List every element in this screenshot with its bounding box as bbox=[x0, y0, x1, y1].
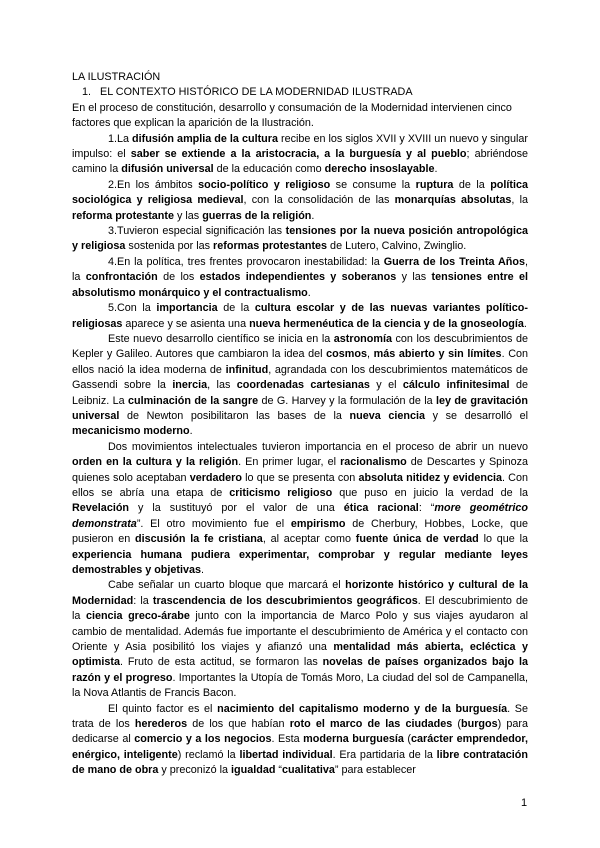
document-page bbox=[72, 70, 528, 779]
bold-text: política sociológica y religiosa medieval bbox=[72, 178, 528, 207]
text-run: de Lutero, Calvino, Zwinglio. bbox=[327, 240, 467, 253]
text-run: . bbox=[189, 425, 193, 438]
text-run: . Fruto de esta actitud, se formaron las bbox=[120, 656, 323, 669]
text-run: de la educación como bbox=[213, 163, 325, 176]
text-run: con los descubrimientos de Kepler y Galileo. Autores que cambiaron la idea del bbox=[72, 332, 528, 361]
text-run: . bbox=[311, 209, 315, 222]
text-run: y la sustituyó por el valor de una bbox=[129, 502, 344, 515]
text-run: 3.Tuvieron especial significación las bbox=[108, 225, 286, 238]
bold-text: guerras de la religión bbox=[202, 209, 312, 222]
body-paragraph bbox=[72, 301, 528, 332]
bold-text: mecanicismo moderno bbox=[72, 425, 190, 438]
body-paragraph bbox=[72, 440, 528, 579]
text-run: , la bbox=[511, 194, 528, 207]
text-run: El quinto factor es el bbox=[108, 702, 218, 715]
bold-text: nueva ciencia bbox=[349, 409, 425, 422]
text-run: , agrandada con los descubrimientos matemáticos de Gassendi sobre la bbox=[72, 363, 528, 392]
text-run: de la bbox=[217, 302, 255, 315]
text-run: y el bbox=[369, 379, 403, 392]
bold-text: cosmos bbox=[326, 348, 367, 361]
text-run: 1.La bbox=[108, 132, 133, 145]
text-run: de los que habían bbox=[187, 718, 290, 731]
text-run: : “ bbox=[418, 502, 435, 515]
text-run: . Con ellos nació la idea moderna de bbox=[72, 348, 529, 376]
text-run: ; abriéndose camino la bbox=[72, 148, 528, 176]
text-run: aparece y se asienta una bbox=[122, 317, 250, 330]
section-title: EL CONTEXTO HISTÓRICO DE LA MODERNIDAD ILUSTRADA bbox=[100, 86, 413, 99]
bold-text: novelas de países organizados bajo la razón y el progreso bbox=[72, 656, 528, 684]
bold-text: comercio y a los negocios bbox=[134, 733, 272, 746]
bold-text: roto el marco de las ciudades bbox=[289, 718, 453, 731]
bold-text: criticismo religioso bbox=[229, 486, 333, 499]
text-run: 5.Con la bbox=[108, 302, 157, 315]
intro-paragraph: En el proceso de constitución, desarrollo y consumación de la Modernidad intervienen cinco factores que explican la aparición de la Ilustración. bbox=[72, 101, 512, 130]
bold-text: astronomía bbox=[333, 332, 392, 345]
section-heading bbox=[72, 85, 528, 100]
bold-text: cualitativa bbox=[282, 764, 335, 777]
text-run: . bbox=[307, 286, 311, 299]
text-run: . Importantes la Utopía de Tomás Moro, La ciudad del sol de Campanella, la Nova Atlantis de Francis Bacon. bbox=[72, 671, 528, 700]
text-run: ”. El otro movimiento fue el bbox=[136, 517, 291, 530]
text-run: . bbox=[201, 564, 205, 576]
bold-text: burgos bbox=[461, 718, 498, 731]
body-paragraph bbox=[72, 332, 528, 440]
bold-text: verdadero bbox=[189, 471, 242, 484]
body-paragraphs bbox=[72, 132, 528, 779]
text-run: , bbox=[366, 348, 374, 361]
bold-text: fuente única de verdad bbox=[355, 533, 479, 546]
text-run: lo que se presenta con bbox=[241, 471, 359, 484]
bold-text: difusión universal bbox=[121, 163, 214, 176]
bold-text: tensiones entre el absolutismo monárquico y el contractualismo bbox=[72, 271, 529, 299]
text-run: de los bbox=[157, 271, 200, 284]
section-number: 1. bbox=[82, 86, 92, 99]
body-paragraph bbox=[72, 702, 528, 779]
bold-text: libertad individual bbox=[239, 748, 333, 761]
bold-text: mentalidad más abierta, ecléctica y optimista bbox=[72, 641, 528, 669]
bold-text: carácter emprendedor, enérgico, inteligente bbox=[72, 733, 528, 761]
text-run: ( bbox=[403, 733, 412, 746]
bold-text: Revelación bbox=[72, 502, 130, 515]
bold-text: igualdad bbox=[231, 764, 276, 777]
bold-text: culminación de la sangre bbox=[127, 394, 259, 407]
text-run: Cabe señalar un cuarto bloque que marcará el bbox=[108, 579, 346, 592]
bold-text: estados independientes y soberanos bbox=[199, 271, 397, 284]
text-run: : la bbox=[133, 594, 153, 607]
text-run: . El descubrimiento de la bbox=[72, 594, 528, 623]
bold-text: confrontación bbox=[85, 271, 158, 284]
bold-text: coordenadas cartesianas bbox=[236, 379, 370, 392]
bold-text: tensiones por la nueva posición antropológica y religiosa bbox=[72, 225, 528, 253]
text-run: ( bbox=[452, 718, 462, 731]
text-run: lo que la bbox=[478, 533, 528, 546]
text-run: . bbox=[523, 317, 527, 330]
text-run: . Era partidaria de la bbox=[332, 748, 437, 761]
bold-text: infinitud bbox=[225, 363, 269, 376]
bold-text: Guerra de los Treinta Años bbox=[383, 255, 525, 268]
text-run: de Descartes y Spinoza quienes solo aceptaban bbox=[72, 456, 529, 484]
text-run: de G. Harvey y la formulación de la bbox=[258, 394, 437, 407]
text-run: ” para establecer bbox=[334, 764, 416, 777]
bold-text: ruptura bbox=[415, 178, 454, 191]
bold-text: monarquías absolutas bbox=[394, 194, 512, 207]
text-run: . bbox=[434, 163, 438, 176]
bold-text: reformas protestantes bbox=[213, 240, 328, 253]
bold-text: nacimiento del capitalismo moderno y de la burguesía bbox=[217, 702, 508, 715]
text-run: que puso en juicio la verdad de la bbox=[332, 486, 528, 499]
bold-text: absoluta nitidez y evidencia bbox=[358, 471, 502, 484]
text-run: . En primer lugar, el bbox=[238, 456, 341, 469]
text-run: y las bbox=[174, 209, 203, 222]
bold-text: inercia bbox=[172, 379, 208, 392]
bold-text: libre contratación de mano de obra bbox=[72, 748, 528, 777]
text-run: Dos movimientos intelectuales tuvieron importancia en el proceso de abrir un nuevo bbox=[108, 440, 528, 453]
text-run: . Esta bbox=[271, 733, 304, 746]
body-paragraph bbox=[72, 132, 528, 178]
bold-text: horizonte histórico y cultural de la Modernidad bbox=[72, 579, 528, 607]
bold-text: experiencia humana pudiera experimentar, comprobar y regular mediante leyes demostrables y objetivas bbox=[72, 548, 528, 576]
bold-text: ética racional bbox=[343, 502, 419, 515]
bold-text: discusión la fe cristiana bbox=[135, 533, 263, 546]
text-run: 4.En la política, tres frentes provocaron inestabilidad: la bbox=[108, 255, 384, 268]
bold-text: difusión amplia de la cultura bbox=[132, 132, 278, 145]
text-run: . Se trata de los bbox=[72, 702, 528, 731]
text-run: , la bbox=[72, 255, 528, 284]
bold-text: racionalismo bbox=[340, 456, 407, 469]
bold-text: trascendencia de los descubrimientos geográficos bbox=[152, 594, 418, 607]
text-run: junto con la importancia de Marco Polo y sus viajes ayudaron al cambio de mentalidad. Además fue importante el descubrimiento de América y el contacto con Oriente y Asia posibilitó los viajes y afianzó una bbox=[72, 610, 529, 654]
page-number: 1 bbox=[521, 797, 528, 809]
text-run: Este nuevo desarrollo científico se inicia en la bbox=[108, 332, 334, 345]
text-run: sostenida por las bbox=[125, 240, 214, 253]
bold-text: empirismo bbox=[290, 517, 346, 530]
bold-text: cultura escolar y de las nuevas variantes político-religiosas bbox=[72, 302, 528, 330]
bold-text: derecho insoslayable bbox=[324, 163, 435, 176]
text-run: de Newton posibilitaron las bases de la bbox=[119, 409, 350, 422]
body-paragraph bbox=[72, 224, 528, 255]
text-run: de la bbox=[453, 178, 491, 191]
bold-text: reforma protestante bbox=[72, 209, 174, 222]
text-run: de Leibniz. La bbox=[72, 379, 528, 407]
text-run: , con la consolidación de las bbox=[243, 194, 395, 207]
bold-text: moderna burguesía bbox=[303, 733, 404, 746]
bold-text: nueva hermenéutica de la ciencia y de la gnoseología bbox=[249, 317, 524, 330]
text-run: y se desarrolló el bbox=[424, 409, 529, 422]
bold-text: cálculo infinitesimal bbox=[402, 379, 510, 392]
bold-text: ley de gravitación universal bbox=[72, 394, 528, 422]
text-run: “ bbox=[275, 764, 283, 777]
text-run: ) para dedicarse al bbox=[72, 718, 528, 746]
bold-text: herederos bbox=[134, 718, 188, 731]
body-paragraph bbox=[72, 178, 528, 224]
text-run: . Con ellos se abría una etapa de bbox=[72, 471, 528, 499]
text-run: y preconizó la bbox=[158, 764, 232, 777]
bold-text: socio-político y religioso bbox=[198, 178, 331, 191]
body-paragraph bbox=[72, 578, 528, 701]
text-run: , las bbox=[207, 379, 237, 392]
text-run: y las bbox=[396, 271, 432, 284]
bold-text: ciencia greco-árabe bbox=[85, 610, 190, 623]
bold-text: importancia bbox=[156, 302, 218, 315]
text-run: se consume la bbox=[330, 178, 416, 191]
text-run: , al aceptar como bbox=[262, 533, 356, 546]
text-run: 2.En los ámbitos bbox=[108, 178, 199, 191]
bold-text: more geométrico demonstrata bbox=[72, 502, 528, 530]
text-run: de Cherbury, Hobbes, Locke, que pusieron en bbox=[72, 517, 528, 546]
document-title: LA ILUSTRACIÓN bbox=[72, 71, 161, 83]
bold-text: más abierto y sin límites bbox=[373, 348, 502, 361]
body-paragraph bbox=[72, 255, 528, 301]
bold-text: saber se extiende a la aristocracia, a la burguesía y al pueblo bbox=[130, 148, 467, 161]
bold-text: orden en la cultura y la religión bbox=[72, 456, 239, 469]
text-run: ) reclamó la bbox=[177, 748, 240, 761]
text-run: recibe en los siglos XVII y XVIII un nuevo y singular impulso: el bbox=[72, 132, 528, 161]
